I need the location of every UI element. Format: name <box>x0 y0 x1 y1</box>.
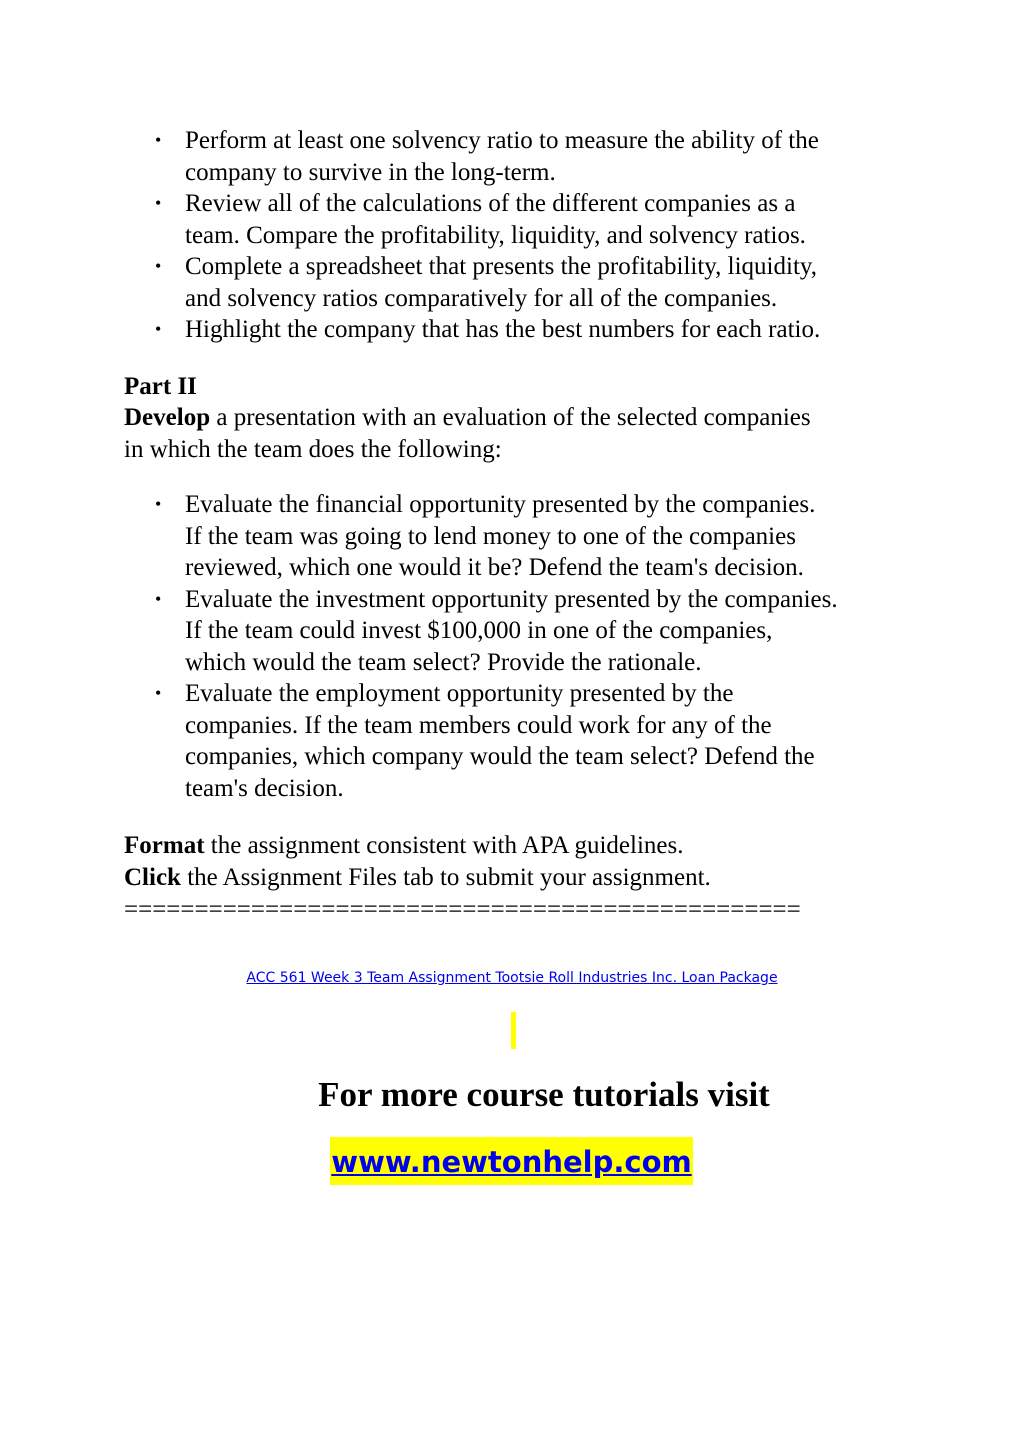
part-intro-line: in which the team does the following: <box>124 435 502 463</box>
list-item <box>124 489 924 584</box>
list-item-line: Highlight the company that has the best numbers for each ratio. <box>185 316 821 343</box>
format-text: the assignment consistent with APA guidelines. <box>204 832 684 859</box>
list-item <box>124 678 924 804</box>
list-item <box>124 314 924 346</box>
list-item-line: Complete a spreadsheet that presents the profitability, liquidity, <box>185 253 818 280</box>
list-item-line: If the team was going to lend money to one of the companies <box>185 522 796 550</box>
list-item-line: Evaluate the employment opportunity presented by the <box>185 680 734 707</box>
part-heading <box>124 371 904 403</box>
list-item <box>124 188 924 251</box>
list-item-line: company to survive in the long-term. <box>185 158 556 186</box>
list-item-line: If the team could invest $100,000 in one of the companies, <box>185 617 773 644</box>
click-bold: Click <box>124 863 181 891</box>
list-item-line: Review all of the calculations of the different companies as a <box>185 190 796 217</box>
list-item-line: Evaluate the financial opportunity presented by the companies. <box>185 491 816 518</box>
tutorials-heading: For more course tutorials visit <box>318 1075 770 1114</box>
closing-instructions <box>124 830 944 893</box>
site-link-highlight <box>330 1137 693 1185</box>
format-instruction <box>124 830 944 862</box>
list-item-line: team. Compare the profitability, liquidity, and solvency ratios. <box>185 221 806 249</box>
bullet-icon: • <box>155 588 162 609</box>
list-item-line: Evaluate the investment opportunity presented by the companies. <box>185 585 838 613</box>
part-heading-text: Part II <box>124 373 197 400</box>
list-item-line: which would the team select? Provide the rationale. <box>185 648 702 676</box>
evaluation-list <box>124 489 924 804</box>
click-text: the Assignment Files tab to submit your assignment. <box>180 863 711 891</box>
list-item-line: companies. If the team members could work for any of the <box>185 711 772 739</box>
requirements-list <box>124 125 924 346</box>
list-item-line: companies, which company would the team select? Defend the <box>185 743 815 770</box>
list-item-line: team's decision. <box>185 774 344 802</box>
list-item <box>124 251 924 314</box>
bullet-icon: • <box>155 193 162 213</box>
format-bold: Format <box>124 832 205 859</box>
bullet-icon: • <box>155 130 162 150</box>
bullet-icon: • <box>155 256 162 276</box>
list-item-line: and solvency ratios comparatively for all of the companies. <box>185 284 778 312</box>
list-item-line: Perform at least one solvency ratio to measure the ability of the <box>185 127 819 154</box>
list-item <box>124 584 924 679</box>
part-intro-text: a presentation with an evaluation of the selected companies <box>210 404 811 431</box>
list-item-line: reviewed, which one would it be? Defend the team's decision. <box>185 554 804 581</box>
part-intro <box>124 402 904 465</box>
part-intro-line <box>124 402 904 434</box>
highlight-mark <box>511 1012 516 1049</box>
course-link[interactable]: ACC 561 Week 3 Team Assignment Tootsie Roll Industries Inc. Loan Package <box>246 970 778 986</box>
site-link[interactable]: www.newtonhelp.com <box>331 1145 692 1179</box>
click-instruction <box>124 862 944 894</box>
part-intro-bold: Develop <box>124 404 211 431</box>
separator-line: ================================================ <box>124 896 801 923</box>
bullet-icon: • <box>155 319 162 339</box>
list-item <box>124 125 924 188</box>
bullet-icon: • <box>155 683 162 703</box>
bullet-icon: • <box>155 494 162 514</box>
